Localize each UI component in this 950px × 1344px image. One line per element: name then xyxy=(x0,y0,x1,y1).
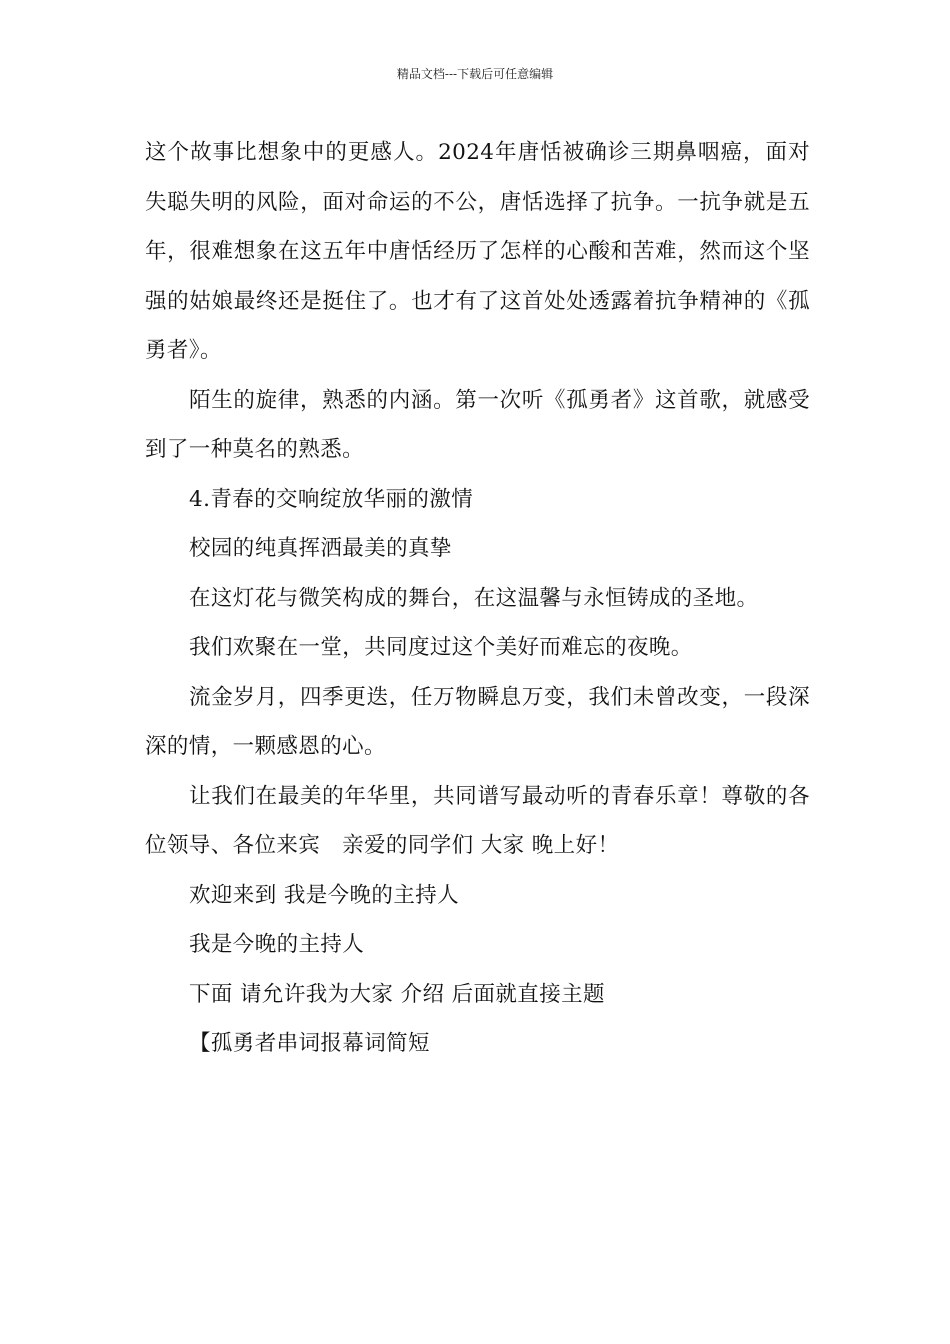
paragraph-stage: 在这灯花与微笑构成的舞台，在这温馨与永恒铸成的圣地。 xyxy=(189,585,759,611)
paragraph-title: 【孤勇者串词报幕词简短 xyxy=(189,1031,430,1056)
paragraph-host: 我是今晚的主持人 xyxy=(189,932,365,957)
paragraph-greeting: 让我们在最美的年华里，共同谱写最动听的青春乐章！尊敬的各位领导、各位来宾 亲爱的同学们 大家 晚上好！ xyxy=(145,783,810,858)
paragraph-melody: 陌生的旋律，熟悉的内涵。第一次听《孤勇者》这首歌，就感受到了一种莫名的熟悉。 xyxy=(145,387,810,462)
paragraph-story: 这个故事比想象中的更感人。2024年唐恬被确诊三期鼻咽癌，面对失聪失明的风险，面对命运的不公，唐恬选择了抗争。一抗争就是五年，很难想象在这五年中唐恬经历了怎样的心酸和苦难，然而这个坚强的姑娘最终还是挺住了。也才有了这首处处透露着抗争精神的《孤勇者》。 xyxy=(145,140,810,363)
paragraph-years: 流金岁月，四季更迭，任万物瞬息万变，我们未曾改变，一段深深的情，一颗感恩的心。 xyxy=(145,684,810,759)
paragraph-gathering: 我们欢聚在一堂，共同度过这个美好而难忘的夜晚。 xyxy=(189,635,693,660)
paragraph-intro: 下面 请允许我为大家 介绍 后面就直接主题 xyxy=(189,981,605,1007)
document-body xyxy=(145,128,810,1069)
paragraph-campus: 校园的纯真挥洒最美的真挚 xyxy=(189,536,452,561)
paragraph-youth: 4.青春的交响绽放华丽的激情 xyxy=(189,486,474,512)
page-header: 精品文档---下载后可任意编辑 xyxy=(396,67,554,81)
paragraph-welcome: 欢迎来到 我是今晚的主持人 xyxy=(189,882,460,908)
